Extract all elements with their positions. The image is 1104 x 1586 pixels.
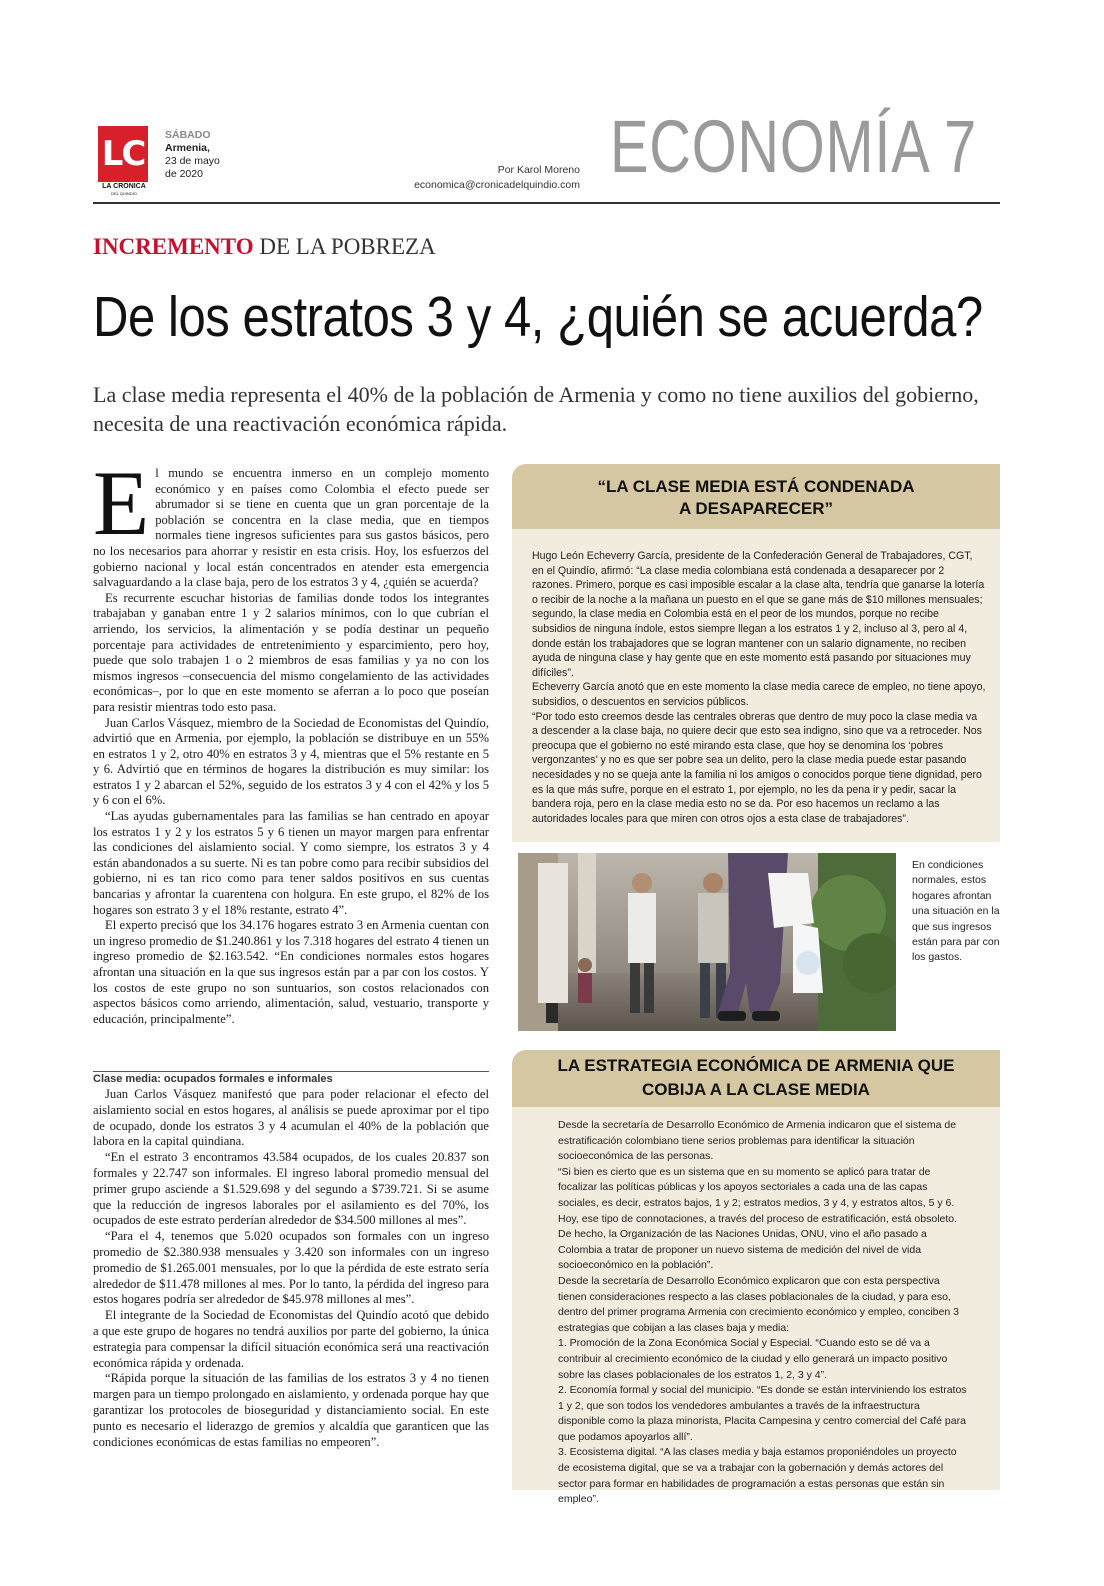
article-paragraph: “En el estrato 3 encontramos 43.584 ocupados, de los cuales 20.837 son formales y 22.747 son informales. El ingreso laboral promedio mensual del primer grupo asciende a $1.529.698 y del segundo a $739.721. Si se asume que la reducción de ingresos laborales por el asilamiento es del 70%, los ocupados de este estrato perderían alrededor de $34.500 millones al mes”.: [93, 1150, 489, 1228]
header-divider: [93, 202, 1000, 204]
article-body-continued: [93, 1087, 489, 1450]
article-paragraph: “Rápida porque la situación de las familias de los estratos 3 y 4 no tienen margen para un tiempo prolongado en aislamiento, y ordenada porque hay que garantizar los protocoles de bioseguridad y distanciamiento social. En este punto es necesario el liderazgo de gremios y alcaldía que garanticen que las condiciones económicas de estas familias no empeoren”.: [93, 1371, 489, 1449]
strategy-box-title: [512, 1054, 1000, 1102]
photo-caption: En condiciones normales, estos hogares afrontan una situación en la que sus ingresos están para par con los gastos.: [912, 859, 1000, 964]
strategy-box-title-line: LA ESTRATEGIA ECONÓMICA DE ARMENIA QUE: [557, 1056, 955, 1075]
street-photo-illustration: [518, 853, 896, 1031]
issue-date-line1: 23 de mayo: [165, 155, 220, 167]
kicker-rest: DE LA POBREZA: [253, 234, 436, 259]
lede: La clase media representa el 40% de la población de Armenia y como no tiene auxilios del gobierno, necesita de una reactivación económica rápida.: [93, 382, 979, 436]
article-paragraph: Es recurrente escuchar historias de familias donde todos los integrantes trabajaban y ganaban entre 1 y 2 salarios mínimos, con lo que cubrían el arriendo, los servicios, la alimentación y se podía destinar un pequeño porcentaje para actividades de entretenimiento y esparcimiento, pero hoy, puede que solo trabajen 1 o 2 miembros de esas familias y ya no con los mismos ingresos –consecuencia del mismo congelamiento de las actividades económicas–, por lo que en este momento se aferran a lo poco que poseían para resistir mientras todo esto pasa.: [93, 590, 489, 714]
sidebar-paragraph: “Por todo esto creemos desde las centrales obreras que dentro de muy poco la clase media va a descender a la clase baja, no quiere decir que esto sea indigno, sino que va a retroceder. Nos preocupa que el gobierno no esté mirando esta clase, que hoy se denomina los ‘pobres vergonzantes’ y no es que ser pobre sea un delito, pero la clase media puede estar pasando necesidades y no se queja ante la familia ni los amigos o conocidos porque tiene dignidad, pero es la que más sufre, porque en el estrato 1, por ejemplo, no les da pena ir y pedir, sacar la bandera roja, pero en la clase media esto no se da. Por eso hacemos un reclamo a las autoridades locales para que miren con otros ojos a esta clase de trabajadores”.: [532, 710, 982, 825]
kicker: [93, 232, 436, 262]
issue-date: [165, 129, 245, 181]
issue-day: SÁBADO: [165, 129, 211, 141]
issue-date-line2: de 2020: [165, 168, 203, 180]
logo-name: LA CRÓNICA: [102, 183, 146, 190]
article-paragraph: Juan Carlos Vásquez, miembro de la Sociedad de Economistas del Quindío, advirtió que en Armenia, por ejemplo, la población se distribuye en un 55% en estratos 1 y 2, otro 40% en estratos 3 y 4, mientras que el 5% restante en 5 y 6. Advirtió que en términos de hogares la distribución es muy similar: los estratos 1 y 2 abarcan el 52%, seguido de los estratos 3 y 4 con el 42% y los 5 y 6 con el 6%.: [93, 715, 489, 808]
article-paragraph: “Las ayudas gubernamentales para las familias se han centrado en apoyar los estratos 1 y 2 y los estratos 5 y 6 tienen un mayor margen para enfrentar las condiciones del aislamiento social. Y como siempre, los estratos 3 y 4 están abandonados a su suerte. Ni es tan pobre como para recibir subsidios del gobierno, ni es tan rico como para tener saldos positivos en sus cuentas bancarias y afrontar la cuarentena con holgura. En este grupo, el 82% de los hogares son estrato 3 y el 18% restante, estrato 4”.: [93, 809, 489, 917]
sidebar-box-text: [532, 549, 986, 826]
article-paragraph: “Para el 4, tenemos que 5.020 ocupados son formales con un ingreso promedio de $2.380.938 mensuales y 3.420 son informales con un ingreso promedio de $1.265.001 mensuales, por lo que la pérdida de este estrato sería alrededor de $11.478 millones al mes. Por lo tanto, la pérdida del ingreso para estos hogares podría ser alrededor de $45.978 millones al mes”.: [93, 1229, 489, 1307]
headline: De los estratos 3 y 4, ¿quién se acuerda?: [93, 285, 983, 349]
author: Por Karol Moreno: [497, 164, 580, 176]
strategy-box-title-line: COBIJA A LA CLASE MEDIA: [642, 1080, 870, 1099]
issue-city: Armenia,: [165, 142, 210, 154]
byline: [380, 163, 580, 193]
strategy-paragraph: Desde la secretaría de Desarrollo Económico de Armenia indicaron que el sistema de estratificación colombiano tiene serios problemas para identificar la situación socioeconómica de las personas.: [558, 1119, 957, 1163]
article-paragraph: El experto precisó que los 34.176 hogares estrato 3 en Armenia cuentan con un ingreso promedio de $1.240.861 y los 7.318 hogares del estrato 4 tienen un ingreso promedio de $2.163.542. “En condiciones normales estos hogares afrontan una situación en la que sus ingresos están par a par con los costos. Y los costos de este grupo no son suntuarios, son costos relacionados con aspectos básicos como arriendo, alimentación, salud, vestuario, transporte y educación, principalmente”.: [93, 918, 489, 1026]
strategy-paragraph: Desde la secretaría de Desarrollo Económico explicaron que con esta perspectiva tienen consideraciones respecto a las clases poblacionales de la ciudad, y para eso, dentro del primer programa Armenia con crecimiento económico y empleo, conciben 3 estrategias que cobijan a las clases baja y media:: [558, 1274, 959, 1334]
strategy-box-text: [558, 1118, 970, 1508]
sidebar-box-title: [512, 476, 1000, 520]
article-subhead: Clase media: ocupados formales e informales: [93, 1073, 333, 1085]
sidebar-box-title-line: A DESAPARECER”: [679, 499, 833, 518]
sidebar-paragraph: Echeverry García anotó que en este momento la clase media carece de empleo, no tiene apoyo, subsidios, o descuentos en servicios públicos.: [532, 681, 986, 708]
logo-letters: LC: [101, 134, 145, 174]
sidebar-paragraph: Hugo León Echeverry García, presidente de la Confederación General de Trabajadores, CGT, en el Quindío, afirmó: “La clase media colombiana está condenada a desaparecer por 2 razones. Primero, porque es casi imposible escalar a la clase alta, tendría que ganarse la lotería o recibir de la noche a la mañana un puesto en el que se gane más de $10 millones mensuales; segundo, la clase media en Colombia está en el peor de los mundos, porque no recibe subsidios de ninguna índole, estos siempre llegan a los estratos 1 y 2, incluso al 3, pero al 4, donde están los trabajadores que se logran mantener con un salario dignamente, no reciben ayuda de ninguna clase y hay gente que en este momento está pasando por situaciones muy difíciles”.: [532, 550, 985, 679]
article-paragraph: El mundo se encuentra inmerso en un complejo momento económico y en países como Colombia el efecto puede ser abrumador si se tiene en cuenta que un gran porcentaje de la población se concentra en la clase media, que en tiempos normales tiene ingresos suficientes para sus gastos básicos, pero no los necesarios para ahorrar y resistir en esta crisis. Hoy, los esfuerzos del gobierno nacional y local están concentrados en atender esta emergencia salvaguardando a la clase baja, pero de los estratos 3 y 4, ¿quién se acuerda?: [93, 452, 489, 590]
strategy-paragraph: 2. Economía formal y social del municipio. “Es donde se están interviniendo los estratos 1 y 2, que son todos los vendedores ambulantes a través de la infraestructura disponible como la plaza minorista, Placita Campesina y centro comercial del Café para que podamos apoyarlos allí”.: [558, 1384, 967, 1443]
article-paragraph: Juan Carlos Vásquez manifestó que para poder relacionar el efecto del aislamiento social en estos hogares, al análisis se puede aproximar por el tipo de ocupado, donde los estratos 3 y 4 acumulan el 40% de la población que labora en la capital quindiana.: [93, 1087, 489, 1149]
logo-subtitle: DEL QUINDÍO: [111, 191, 137, 196]
article-body: [93, 452, 489, 1027]
drop-cap: E: [93, 452, 150, 554]
kicker-highlight: INCREMENTO: [93, 234, 254, 259]
section-title: ECONOMÍA 7: [610, 105, 978, 188]
street-photo: [518, 853, 896, 1031]
strategy-paragraph: “Si bien es cierto que es un sistema que en su momento se aplicó para tratar de focalizar las políticas públicas y los apoyos sectoriales a cada una de las capas sociales, es decir, estratos bajos, 1 y 2; estratos medios, 3 y 4, y estratos altos, 5 y 6. Hoy, ese tipo de connotaciones, a través del proceso de estratificación, está obsoleto. De hecho, la Organización de las Naciones Unidas, ONU, vino el año pasado a Colombia a tratar de proponer un nuevo sistema de medición del nivel de vida socioeconómico en la población”.: [558, 1165, 958, 1272]
sidebar-box-title-line: “LA CLASE MEDIA ESTÁ CONDENADA: [597, 477, 915, 496]
strategy-paragraph: 3. Ecosistema digital. “A las clases media y baja estamos proponiéndoles un proyecto de ecosistema digital, que se va a trabajar con la gobernación y demás actores del sector para formar en habilidades de programación a estas personas que están sin empleo”.: [558, 1446, 957, 1506]
author-email: economica@cronicadelquindio.com: [414, 179, 580, 191]
article-paragraph: El integrante de la Sociedad de Economistas del Quindío acotó que debido a que este grupo de hogares no tendrá auxilios por parte del gobierno, la única estrategia para compensar la difícil situación económica será una reactivación económica rápida y ordenada.: [93, 1308, 489, 1370]
strategy-paragraph: 1. Promoción de la Zona Económica Social y Especial. “Cuando esto se dé va a contribuir al crecimiento económico de la ciudad y ello generará un impacto positivo sobre las clases poblacionales de los estratos 1, 2, 3 y 4”.: [558, 1337, 948, 1381]
